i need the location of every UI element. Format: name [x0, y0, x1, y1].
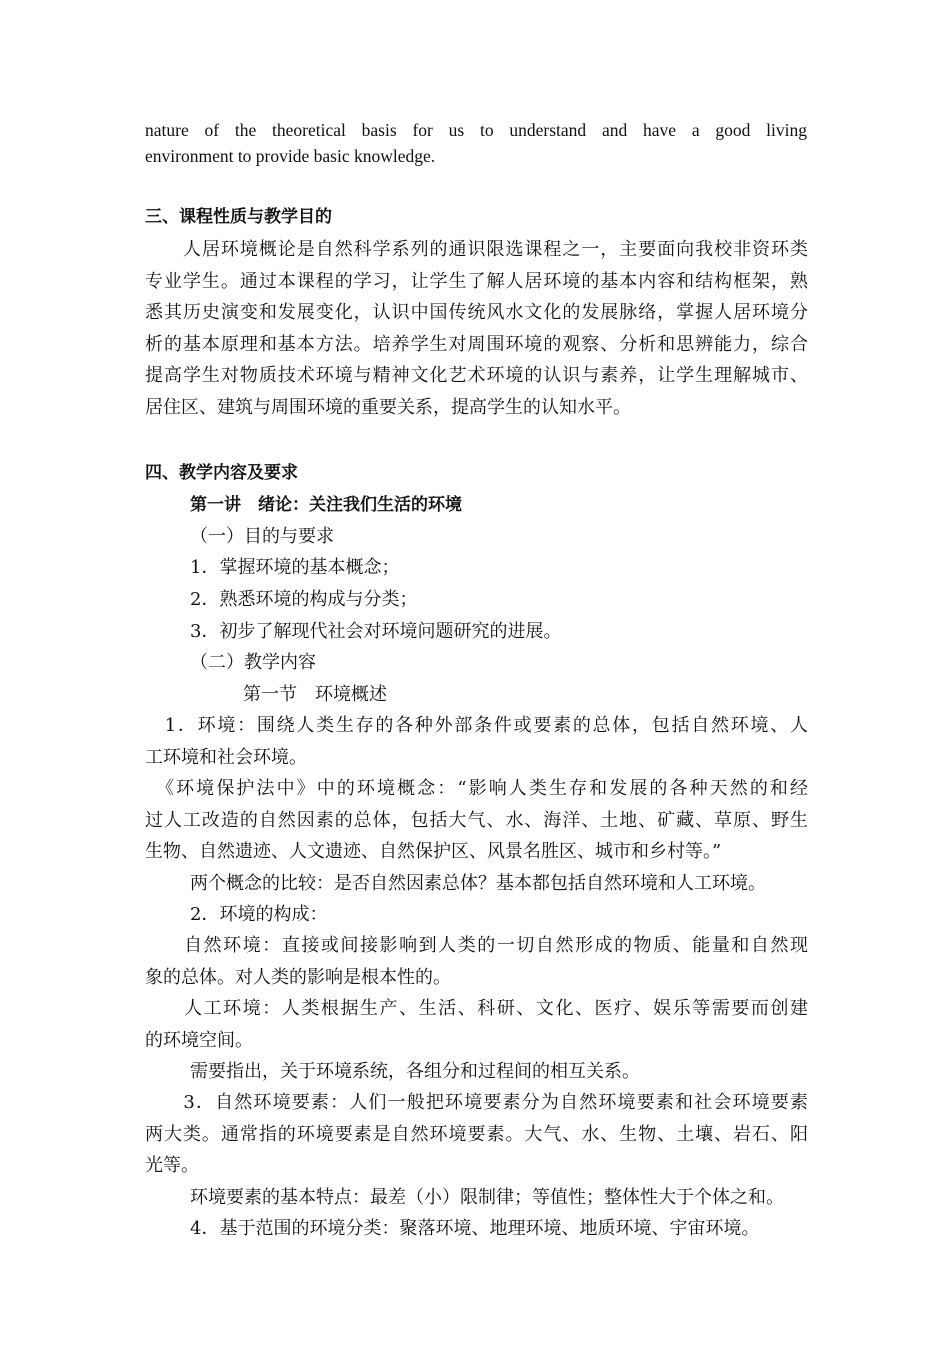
english-line-2: environment to provide basic knowledge.: [145, 146, 436, 166]
note-line: 需要指出，关于环境系统，各组分和过程间的相互关系。: [190, 1061, 640, 1082]
section-3-line: 析的基本原理和基本方法。培养学生对周围环境的观察、分析和思辨能力，综合: [145, 333, 808, 355]
comparison-line: 两个概念的比较：是否自然因素总体？基本都包括自然环境和人工环境。: [190, 873, 766, 894]
law-concept-line: 生物、自然遗迹、人文遗迹、自然保护区、风景名胜区、城市和乡村等。”: [145, 841, 722, 862]
artificial-environment-line: 人工环境：人类根据生产、生活、科研、文化、医疗、娱乐等需要而创建: [145, 998, 808, 1019]
element-features-line: 环境要素的基本特点：最差（小）限制律；等值性；整体性大于个体之和。: [190, 1187, 784, 1208]
english-paragraph: [145, 117, 807, 169]
english-line-1: nature of the theoretical basis for us to understand and have a good living: [145, 120, 807, 140]
item-3-line: 两大类。通常指的环境要素是自然环境要素。大气、水、生物、土壤、岩石、阳: [145, 1123, 808, 1145]
objective-item: 1．掌握环境的基本概念；: [190, 557, 400, 578]
section-4-heading: 四、教学内容及要求: [145, 463, 298, 483]
objective-item: 2．熟悉环境的构成与分类；: [190, 589, 418, 610]
section-3-line: 居住区、建筑与周围环境的重要关系，提高学生的认知水平。: [145, 396, 631, 418]
objective-item: 3．初步了解现代社会对环境问题研究的进展。: [190, 621, 562, 642]
law-concept-line: 《环境保护法中》中的环境概念：“影响人类生存和发展的各种天然的和经: [145, 778, 808, 799]
section-3-line: 人居环境概论是自然科学系列的通识限选课程之一，主要面向我校非资环类: [145, 239, 808, 260]
section-3-line: 提高学生对物质技术环境与精神文化艺术环境的认识与素养，让学生理解城市、: [145, 365, 808, 386]
law-concept-line: 过人工改造的自然因素的总体，包括大气、水、海洋、土地、矿藏、草原、野生: [145, 809, 808, 831]
item-3-line: 3．自然环境要素：人们一般把环境要素分为自然环境要素和社会环境要素: [145, 1092, 808, 1113]
item-4-line: 4．基于范围的环境分类：聚落环境、地理环境、地质环境、宇宙环境。: [190, 1218, 760, 1239]
section-3-line: 专业学生。通过本课程的学习，让学生了解人居环境的基本内容和结构框架，熟: [145, 270, 808, 292]
natural-environment-line: 象的总体。对人类的影响是根本性的。: [145, 966, 451, 988]
section-3-heading: 三、课程性质与教学目的: [145, 207, 332, 227]
natural-environment-line: 自然环境：直接或间接影响到人类的一切自然形成的物质、能量和自然现: [145, 935, 808, 956]
section-3-body: [145, 234, 808, 423]
section-3-line: 悉其历史演变和发展变化，认识中国传统风水文化的发展脉络，掌握人居环境分: [145, 302, 808, 323]
item-1-line: 1．环境：围绕人类生存的各种外部条件或要素的总体，包括自然环境、人: [145, 715, 808, 736]
law-concept-paragraph: [145, 773, 808, 868]
item-3-paragraph: [145, 1087, 808, 1182]
item-1-line: 工环境和社会环境。: [145, 746, 307, 768]
lecture-title: 第一讲 绪论：关注我们生活的环境: [190, 495, 462, 515]
item-3-line: 光等。: [145, 1155, 199, 1176]
item-1-paragraph: [145, 710, 808, 773]
artificial-environment-line: 的环境空间。: [145, 1029, 253, 1051]
objectives-heading: （一）目的与要求: [190, 526, 334, 547]
section-title: 第一节 环境概述: [243, 684, 387, 705]
content-heading: （二）教学内容: [190, 652, 316, 673]
natural-environment-paragraph: [145, 930, 808, 993]
item-2-title: 2．环境的构成：: [190, 904, 328, 925]
artificial-environment-paragraph: [145, 993, 808, 1056]
